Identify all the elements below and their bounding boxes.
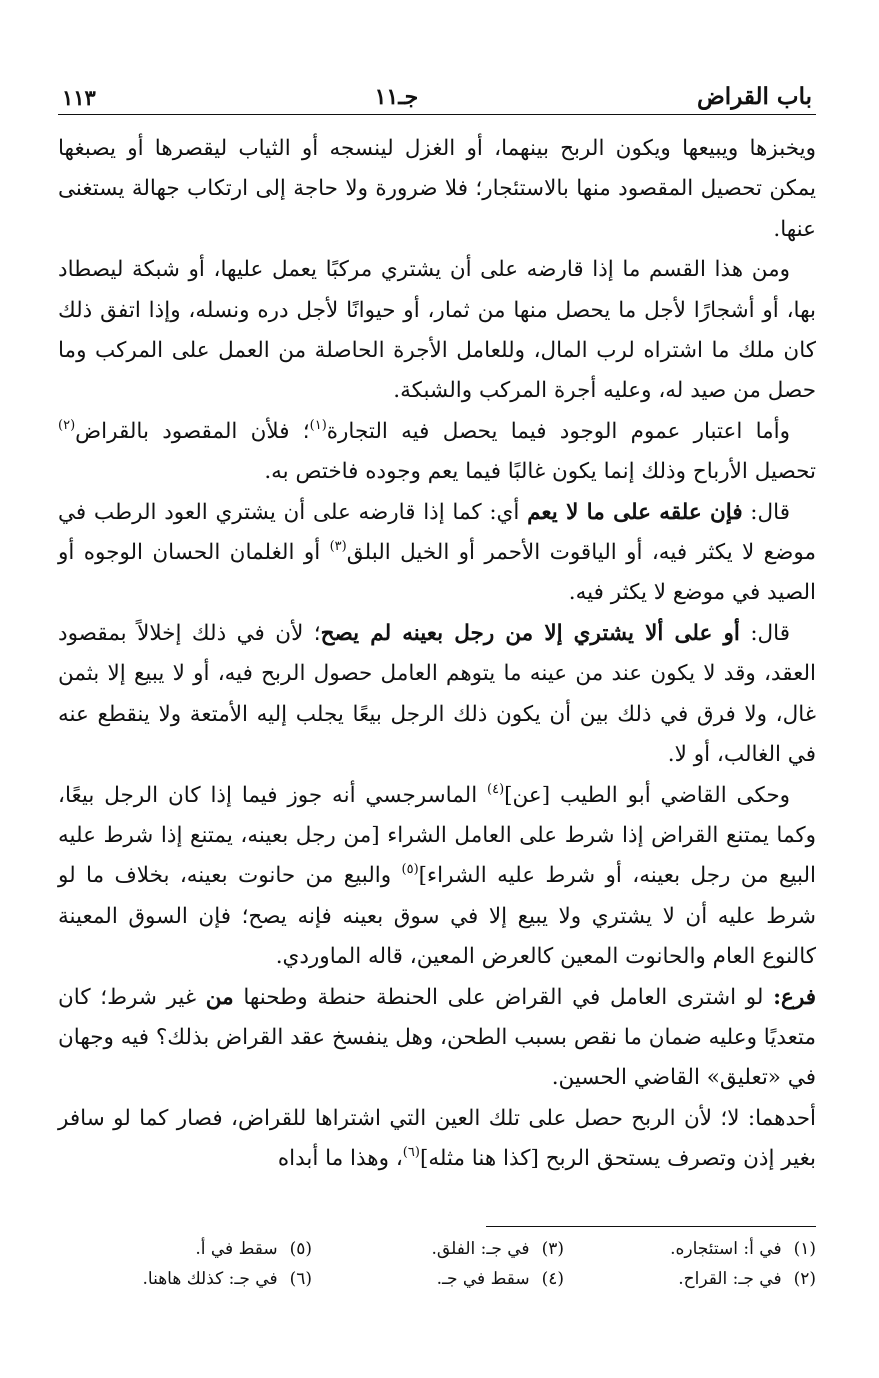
text-run: الماسرجسي أنه جوز فيما إذا كان الرجل بيعًا، وكما يمتنع القراض إذا شرط على العامل الشراء [من رجل بعينه، يمتنع إذا شرط عليه البيع من رجل بعينه، أو شرط عليه الشراء] [58,782,816,889]
text-run: ؛ لأن في ذلك إخلالاً بمقصود العقد، وقد لا يكون عند من عينه ما يتوهم العامل حصول الربح فيه، أو لا يبيع إلا بثمن غال، ولا فرق في ذلك بين أن يكون ذلك الرجل بيعًا يجلب إليه الأمتعة ولا ينقطع عنه في الغالب، أو لا. [58,620,816,768]
text-run: أحدهما: لا؛ لأن الربح حصل على تلك العين التي اشتراها للقراض، فصار كما لو سافر بغير إذن وتصرف يستحق الربح [كذا هنا مثله] [58,1105,816,1172]
footnotes [58,1236,816,1292]
paragraph-5 [58,614,816,776]
footnote-ref: (٤) [487,781,505,797]
footnote-number: (٢) [793,1269,816,1289]
paragraph-3 [58,412,816,493]
footnote-ref: (٦) [402,1145,420,1161]
chapter-title: باب القراض [697,83,812,110]
text-run: ، وهذا ما أبداه [277,1146,403,1172]
text-run: والبيع من حانوت بعينه، بخلاف ما لو شرط عليه أن لا يشتري ولا يبيع إلا في سوق بعينه فإنه يصح؛ فإن السوق المعينة كالنوع العام والحانوت المعين كالعرض المعين، قاله الماوردي. [58,863,816,970]
footnote-number: (٣) [541,1239,564,1259]
quoted-text: من [205,984,234,1010]
branch-label: فرع: [773,984,816,1010]
text-run: لو اشترى العامل في القراض على الحنطة حنطة وطحنها [233,984,774,1010]
running-header [58,66,816,115]
paragraph-7 [58,978,816,1099]
text-run: غير شرط؛ كان متعديًا وعليه ضمان ما نقص بسبب الطحن، وهل ينفسخ عقد القراض بذلك؟ فيه وجهان في «تعليق» القاضي الحسين. [58,984,816,1091]
paragraph-4 [58,493,816,614]
footnote-number: (٥) [289,1239,312,1259]
footnote-ref: (٣) [329,539,347,555]
footnote [564,1236,816,1262]
footnote [312,1266,564,1292]
footnote-ref: (١) [309,417,327,433]
footnote-text: سقط في جـ. [436,1269,530,1289]
footnote-ref: (٢) [58,417,76,433]
paragraph-2: ومن هذا القسم ما إذا قارضه على أن يشتري مركبًا يعمل عليها، أو شبكة ليصطاد بها، أو أشجارًا لأجل ما يحصل منها من ثمار، أو حيوانًا لأجل دره ونسله، وإذا اتفق ذلك كان ملك ما اشتراه لرب المال، وللعامل الأجرة الحاصلة من العمل على المركب وما حصل من صيد له، وعليه أجرة المركب والشبكة. [58,257,816,404]
text-run: وأما اعتبار عموم الوجود فيما يحصل فيه التجارة [326,418,791,444]
footnote-text: في أ: استئجاره. [670,1239,782,1259]
text-run: أي: كما إذا قارضه على أن يشتري العود الرطب في موضع لا يكثر فيه، أو الياقوت الأحمر أو الخيل البلق [58,499,816,566]
volume-label: جـ١١ [374,84,419,110]
paragraph-8 [58,1099,816,1180]
quoted-text: أو على ألا يشتري إلا من رجل بعينه لم يصح [320,620,740,646]
footnote-number: (١) [793,1239,816,1259]
footnote-number: (٦) [289,1269,312,1289]
paragraph-1: ويخبزها ويبيعها ويكون الربح بينهما، أو الغزل لينسجه أو الثياب ليقصرها أو يصبغها يمكن تحصيل المقصود منها بالاستئجار؛ فلا ضرورة ولا حاجة إلى ارتكاب جهالة يستغنى عنها. [58,136,816,242]
footnote-text: في جـ: كذلك هاهنا. [142,1269,278,1289]
book-page [58,66,816,1289]
footnote-number: (٤) [541,1269,564,1289]
main-text [58,129,816,1180]
footnote-text: سقط في أ. [195,1239,278,1259]
footnote-separator [486,1226,816,1227]
footnote-ref: (٥) [401,862,419,878]
text-run: تحصيل الأرباح وذلك إنما يكون غالبًا فيما يعم وجوده فاختص به. [264,459,816,485]
page-number: ١١٣ [62,85,96,110]
text-run: أو الغلمان الحسان الوجوه أو الصيد في موضع لا يكثر فيه. [58,540,816,606]
footnote [58,1236,312,1262]
footnote [58,1266,312,1292]
footnote [312,1236,564,1262]
text-run: وحكى القاضي أبو الطيب [عن] [504,782,790,808]
text-run: قال: [742,499,790,525]
text-run: قال: [739,620,791,646]
footnote-text: في جـ: الفلق. [431,1239,530,1259]
footnote [564,1266,816,1292]
paragraph-6 [58,776,816,978]
text-run: ؛ فلأن المقصود بالقراض [75,418,310,444]
footnote-text: في جـ: القراح. [678,1269,782,1289]
quoted-text: فإن علقه على ما لا يعم [527,499,743,525]
